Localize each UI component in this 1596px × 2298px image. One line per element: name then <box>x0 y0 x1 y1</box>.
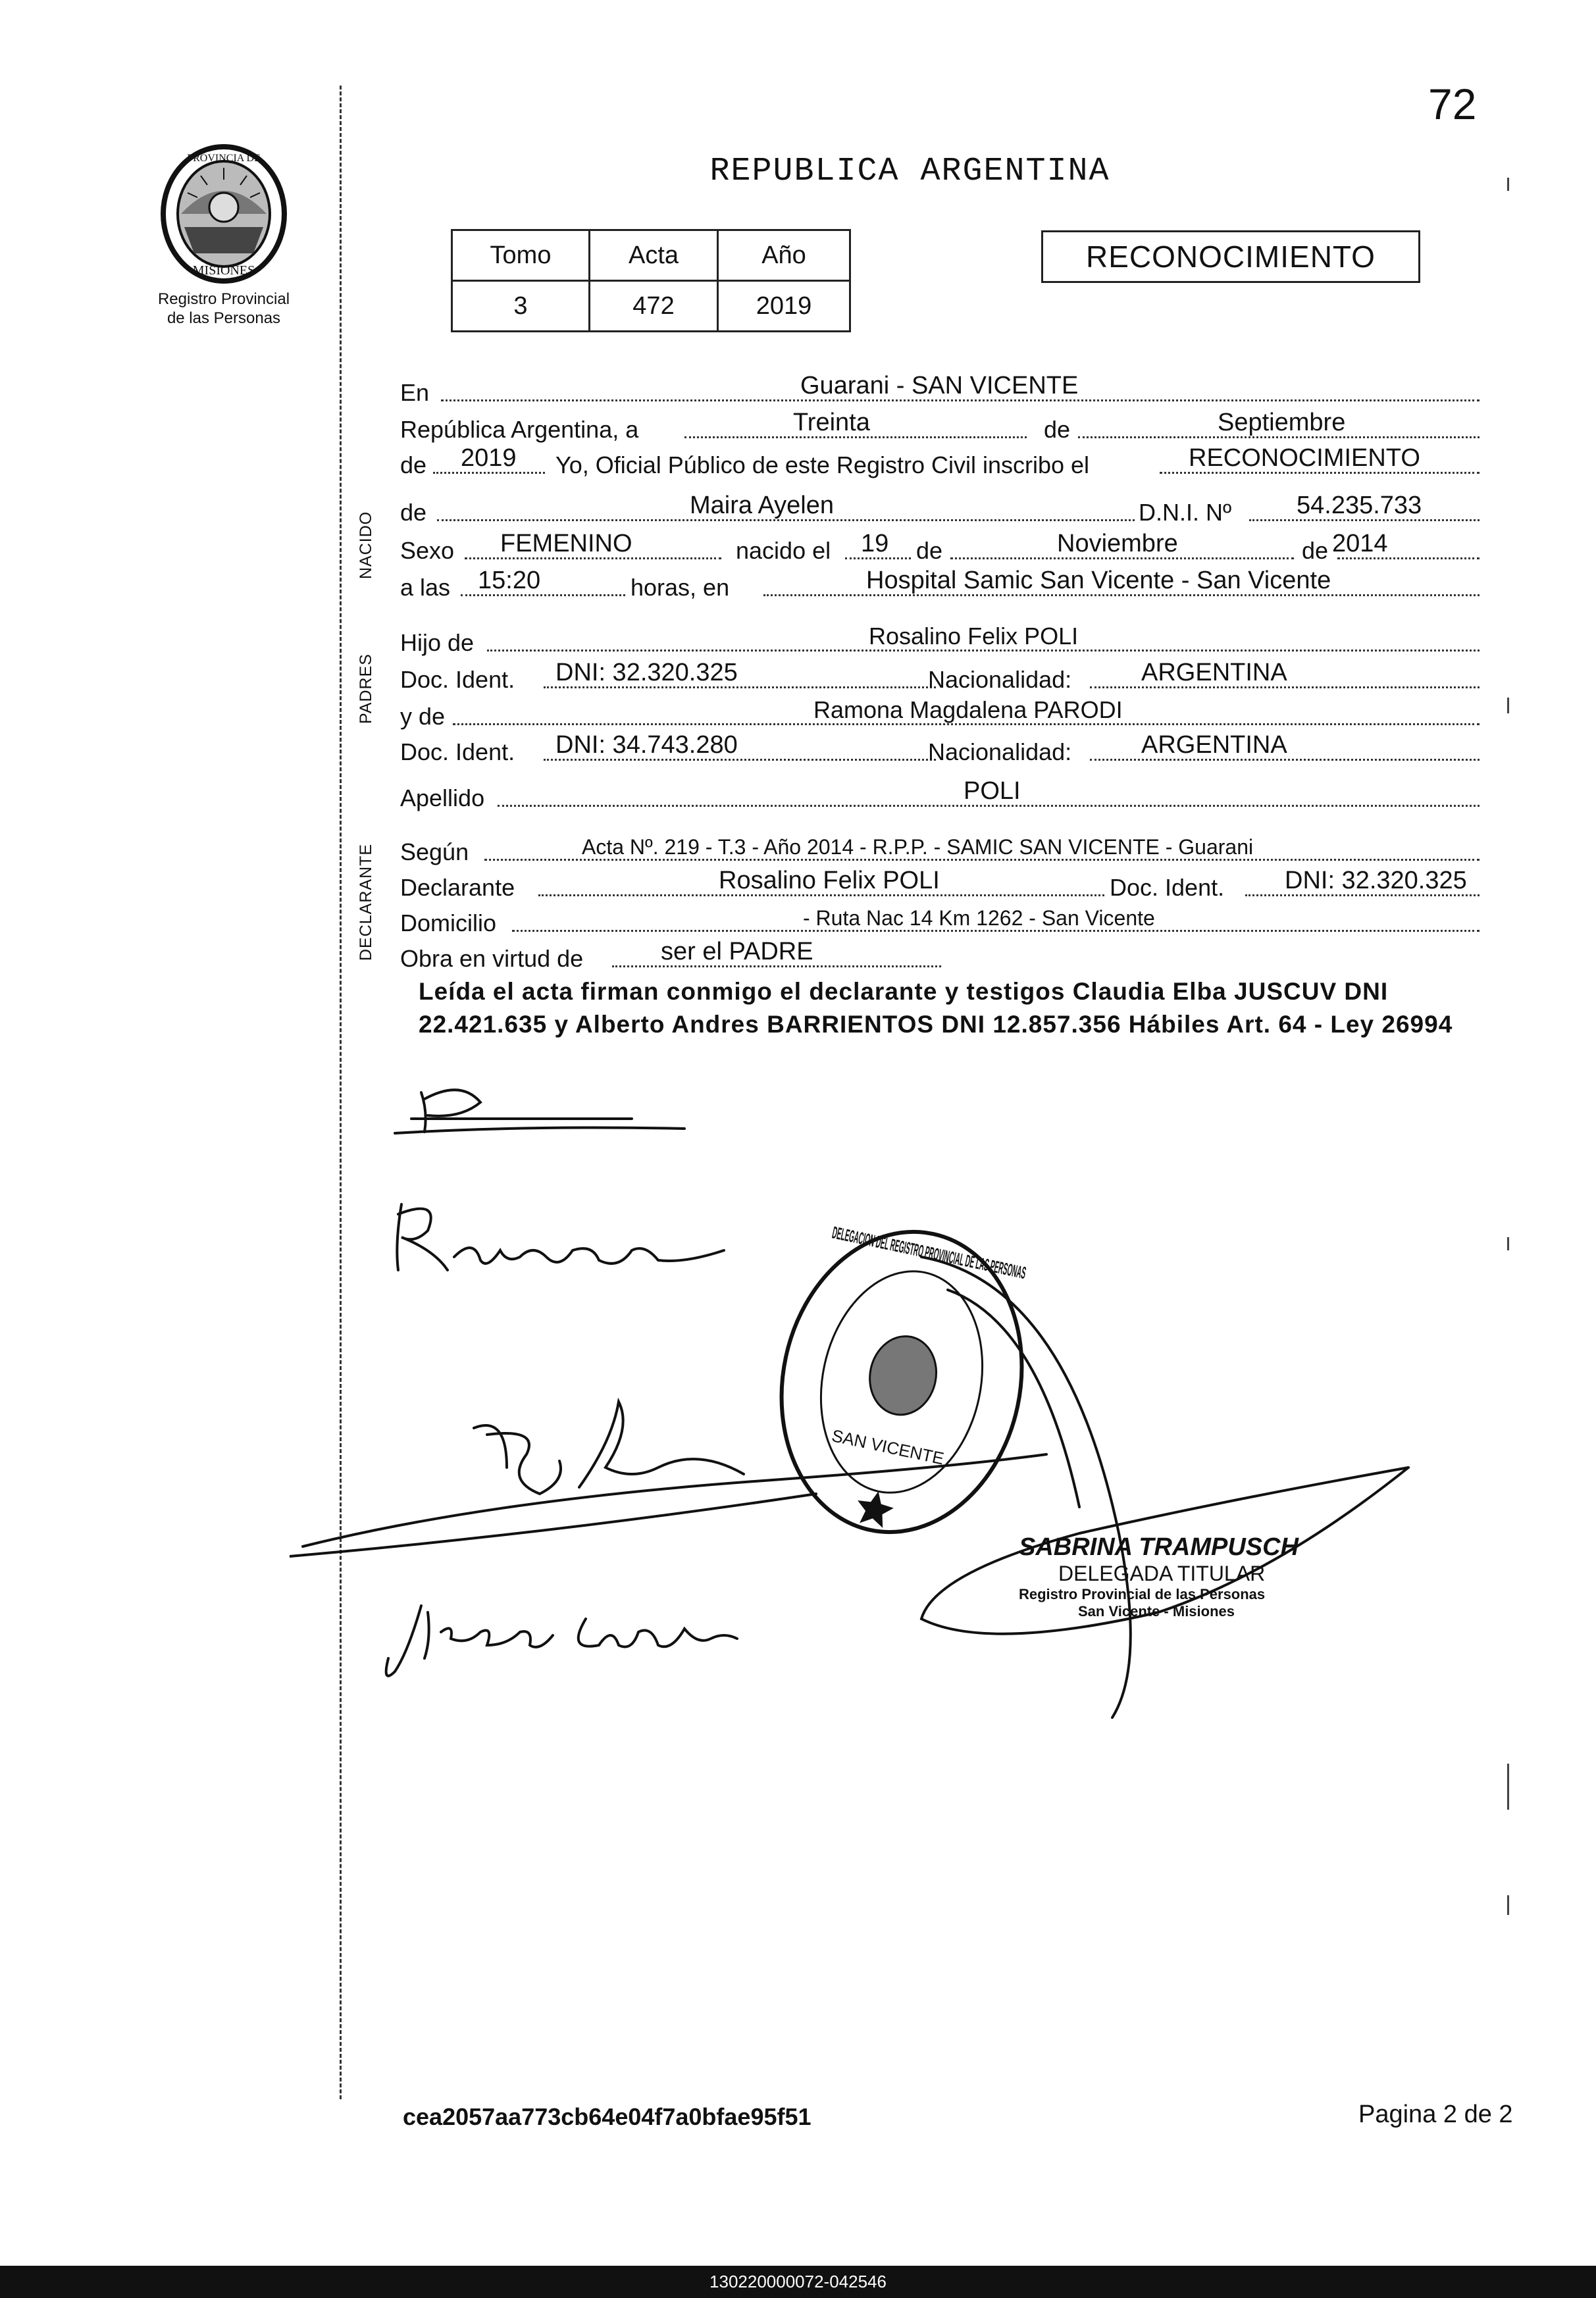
value-declarante-doc: DNI: 32.320.325 <box>1285 867 1467 894</box>
tomo-acta-anio-table <box>451 229 851 332</box>
label-segun: Según <box>400 838 469 865</box>
value-madre: Ramona Magdalena PARODI <box>813 696 1123 723</box>
header-tomo: Tomo <box>452 230 590 281</box>
value-dni: 54.235.733 <box>1297 492 1422 519</box>
value-padre-doc: DNI: 32.320.325 <box>555 659 738 686</box>
label-apellido: Apellido <box>400 784 485 811</box>
page-indicator: Pagina 2 de 2 <box>1358 2101 1513 2128</box>
value-acta: 472 <box>590 281 718 332</box>
label-de-nac-mes: de <box>916 537 943 564</box>
page-number: 72 <box>1428 80 1477 128</box>
header-anio: Año <box>718 230 850 281</box>
value-domicilio: - Ruta Nac 14 Km 1262 - San Vicente <box>803 906 1155 930</box>
value-obra: ser el PADRE <box>661 938 813 965</box>
value-mes: Septiembre <box>1218 409 1346 436</box>
title-text: REPUBLICA ARGENTINA <box>709 153 1110 190</box>
value-segun: Acta Nº. 219 - T.3 - Año 2014 - R.P.P. - SAMIC SAN VICENTE - Guarani <box>582 835 1254 859</box>
scan-mark <box>1507 178 1509 191</box>
document-hash: cea2057aa773cb64e04f7a0bfae95f51 <box>403 2103 811 2130</box>
label-nacionalidad-2: Nacionalidad: <box>928 738 1072 765</box>
value-tipo: RECONOCIMIENTO <box>1189 444 1420 472</box>
row-domicilio <box>400 903 1480 937</box>
label-declarante: Declarante <box>400 874 515 901</box>
row-obra <box>400 938 1480 973</box>
value-padre-nac: ARGENTINA <box>1141 659 1287 686</box>
scan-mark <box>1507 1237 1509 1250</box>
value-lugar: Hospital Samic San Vicente - San Vicente <box>866 567 1331 594</box>
header-acta: Acta <box>590 230 718 281</box>
scan-mark <box>1507 1895 1509 1915</box>
label-de-nombre: de <box>400 499 427 526</box>
leida-paragraph: Leída el acta firman conmigo el declarante y testigos Claudia Elba JUSCUV DNI 22.421.635 y Alberto Andres BARRIENTOS DNI 12.857.356 Hábiles Art. 64 - Ley 26994 <box>419 978 1453 1038</box>
value-sexo: FEMENINO <box>500 530 632 557</box>
row-nombre <box>400 492 1480 526</box>
row-oficial <box>400 445 1480 479</box>
row-hora <box>400 567 1480 601</box>
value-dia: Treinta <box>793 409 870 436</box>
label-en: En <box>400 379 430 406</box>
side-label-nacido: NACIDO <box>357 511 375 579</box>
row-y-de <box>400 696 1480 730</box>
signature-claudia <box>386 1606 737 1676</box>
label-doc-ident-2: Doc. Ident. <box>400 738 515 765</box>
misiones-coat-of-arms-logo <box>155 141 293 286</box>
value-madre-doc: DNI: 34.743.280 <box>555 731 738 759</box>
value-madre-nac: ARGENTINA <box>1141 731 1287 759</box>
delegada-stamp-text <box>1019 1533 1361 1620</box>
row-republica <box>400 409 1480 444</box>
label-nacido: nacido el <box>736 537 831 564</box>
label-doc-ident-3: Doc. Ident. <box>1110 874 1225 901</box>
delegada-location: San Vicente - Misiones <box>1078 1603 1235 1620</box>
row-apellido <box>400 778 1480 812</box>
delegada-name: SABRINA TRAMPUSCH <box>1019 1533 1299 1561</box>
label-dni: D.N.I. Nº <box>1139 499 1232 526</box>
seal-center-text: SAN VICENTE <box>830 1425 946 1469</box>
value-nac-anio: 2014 <box>1332 530 1388 557</box>
label-a-las: a las <box>400 574 451 601</box>
row-madre-doc <box>400 732 1480 766</box>
value-anio: 2019 <box>461 444 517 472</box>
signature-declarante <box>395 1090 684 1133</box>
acta-type-box: RECONOCIMIENTO <box>1041 230 1420 283</box>
delegada-role: DELEGADA TITULAR <box>1058 1562 1266 1585</box>
delegada-registro: Registro Provincial de las Personas <box>1019 1586 1266 1602</box>
scan-footer-bar <box>0 2266 1596 2298</box>
scan-mark <box>1507 1764 1509 1810</box>
label-doc-ident: Doc. Ident. <box>400 666 515 693</box>
footer-code: 130220000072-042546 <box>709 2272 887 2291</box>
label-domicilio: Domicilio <box>400 909 497 936</box>
label-horas-en: horas, en <box>631 574 730 601</box>
label-republica: República Argentina, a <box>400 416 639 443</box>
label-sexo: Sexo <box>400 537 455 564</box>
registro-label-line1: Registro Provincial <box>157 290 290 308</box>
registro-provincial-label <box>135 290 313 328</box>
value-apellido: POLI <box>964 777 1021 805</box>
label-de: de <box>1044 416 1071 443</box>
label-de-nac-anio: de <box>1302 537 1329 564</box>
value-padre: Rosalino Felix POLI <box>869 623 1079 650</box>
side-label-padres: PADRES <box>357 653 375 724</box>
label-nacionalidad: Nacionalidad: <box>928 666 1072 693</box>
row-padre-doc <box>400 659 1480 694</box>
value-nac-mes: Noviembre <box>1057 530 1178 557</box>
logo-seal-text-bottom: MISIONES <box>192 263 255 278</box>
signature-ramona <box>397 1204 724 1270</box>
row-declarante <box>400 867 1480 902</box>
logo-seal-text-top: PROVINCIA DE <box>187 153 261 164</box>
value-nombre: Maira Ayelen <box>690 492 834 519</box>
signature-delegada <box>921 1257 1408 1718</box>
table-value-row <box>452 281 850 332</box>
label-de-anio: de <box>400 451 427 478</box>
side-label-declarante: DECLARANTE <box>357 843 375 961</box>
value-en: Guarani - SAN VICENTE <box>800 372 1079 399</box>
scan-mark <box>1507 698 1509 713</box>
label-hijo-de: Hijo de <box>400 629 475 656</box>
label-y-de: y de <box>400 703 446 730</box>
seal-ring-text: DELEGACION DEL REGISTRO PROVINCIAL DE LAS PERSONAS <box>830 1222 1349 1351</box>
oficial-text: Yo, Oficial Público de este Registro Civil inscribo el <box>555 451 1090 478</box>
value-nac-dia: 19 <box>861 530 889 557</box>
row-segun <box>400 832 1480 866</box>
value-tomo: 3 <box>452 281 590 332</box>
label-obra: Obra en virtud de <box>400 945 584 972</box>
row-sexo <box>400 530 1480 565</box>
table-header-row <box>452 230 850 281</box>
row-hijo-de <box>400 623 1480 657</box>
value-anio: 2019 <box>718 281 850 332</box>
signatures-and-stamp <box>290 1073 1448 1764</box>
value-declarante: Rosalino Felix POLI <box>719 867 940 894</box>
row-en <box>400 372 1480 407</box>
signature-testigo-barrientos <box>290 1402 1046 1556</box>
value-hora: 15:20 <box>478 567 541 594</box>
registro-label-line2: de las Personas <box>167 309 281 327</box>
